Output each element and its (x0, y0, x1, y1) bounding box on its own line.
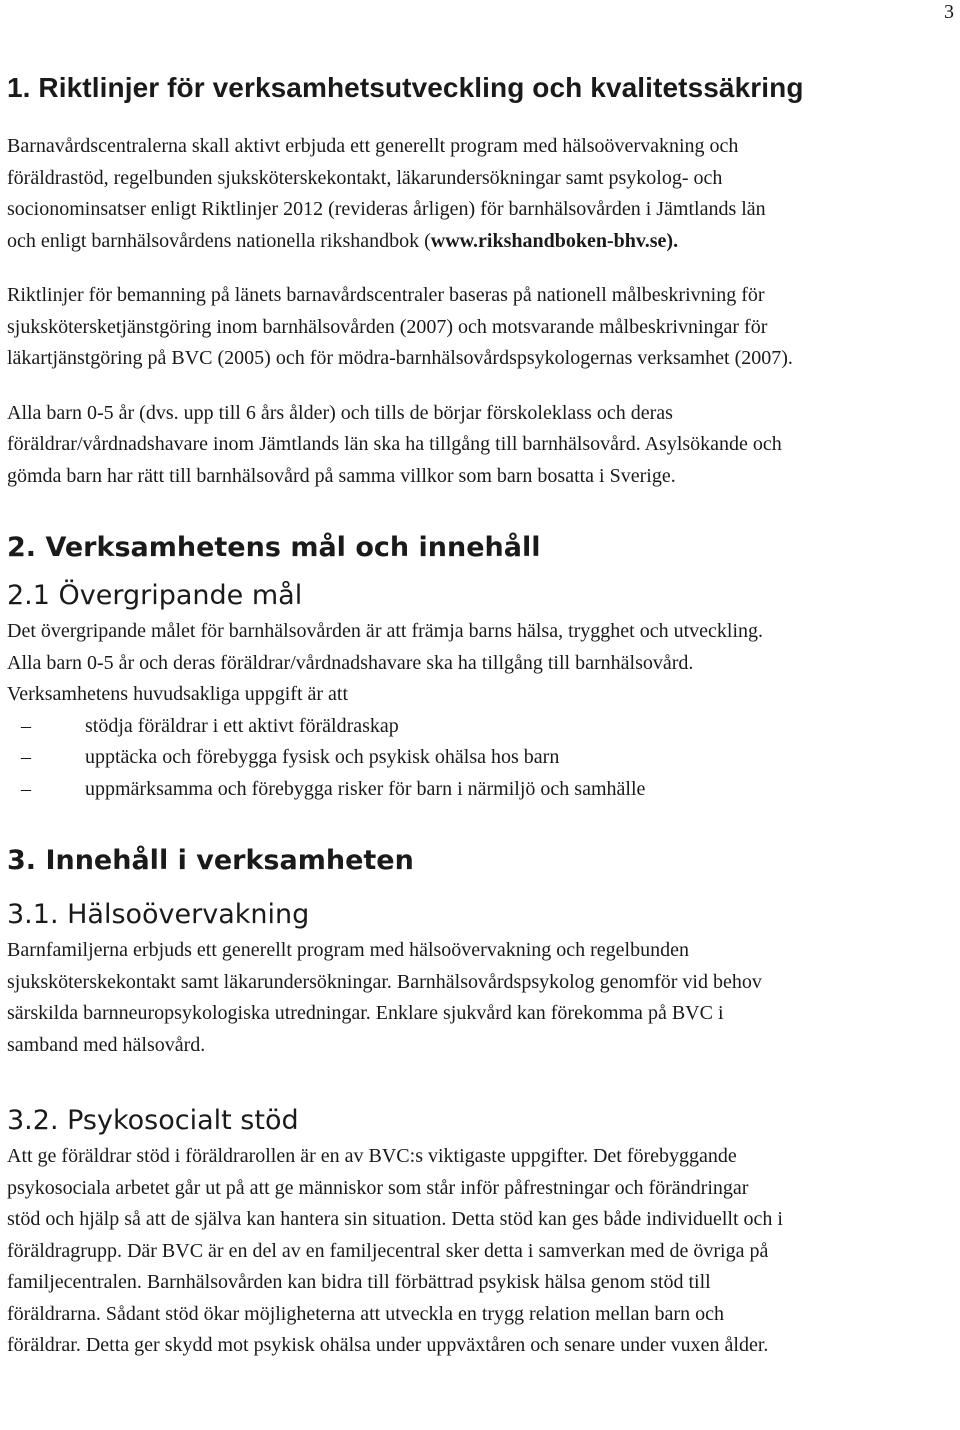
text-line: familjecentralen. Barnhälsovården kan bidra till förbättrad psykisk hälsa genom stöd till (7, 1271, 711, 1293)
text-line: psykosociala arbetet går ut på att ge människor som står inför påfrestningar och förändringar (7, 1176, 749, 1199)
list-item (7, 711, 957, 743)
section-3-1-body (7, 935, 957, 1061)
text-line: Barnavårdscentralerna skall aktivt erbjuda ett generellt program med hälsoövervakning och (7, 135, 739, 157)
goal-list (7, 711, 957, 806)
text-line: Verksamhetens huvudsakliga uppgift är att (7, 683, 349, 705)
document-body (7, 68, 957, 1362)
text-line: samband med hälsovård. (7, 1033, 206, 1056)
text-line: stöd och hjälp så att de själva kan hantera sin situation. Detta stöd kan ges både individuellt och i (7, 1208, 783, 1230)
section-1-heading: 1. Riktlinjer för verksamhetsutveckling och kvalitetssäkring (7, 72, 804, 103)
text-line: sjukskötersketjänstgöring inom barnhälsovården (2007) och motsvarande målbeskrivningar för (7, 315, 768, 338)
section-1-paragraph-2 (7, 280, 957, 375)
list-item-text: upptäcka och förebygga fysisk och psykisk ohälsa hos barn (85, 746, 560, 768)
text-line (7, 226, 957, 258)
section-3-heading: 3. Innehåll i verksamheten (7, 845, 414, 876)
handbook-link[interactable]: www.rikshandboken-bhv.se). (430, 229, 679, 252)
text-line: sjuksköterskekontakt samt läkarundersökningar. Barnhälsovårdspsykolog genomför vid behov (7, 970, 762, 993)
text-line: föräldragrupp. Där BVC är en del av en familjecentral sker detta i samverkan med de övriga på (7, 1239, 769, 1262)
dash-bullet: – (21, 746, 31, 768)
text-span: och enligt barnhälsovårdens nationella rikshandbok ( (7, 229, 431, 252)
page-number: 3 (944, 1, 954, 23)
section-2-1-body (7, 616, 957, 805)
text-line: Alla barn 0-5 år och deras föräldrar/vårdnadshavare ska ha tillgång till barnhälsovård. (7, 651, 694, 674)
text-line: gömda barn har rätt till barnhälsovård på samma villkor som barn bosatta i Sverige. (7, 464, 676, 487)
section-2-1-heading: 2.1 Övergripande mål (7, 580, 303, 611)
section-2-heading: 2. Verksamhetens mål och innehåll (7, 532, 541, 563)
section-1-paragraph-1 (7, 131, 957, 257)
list-item (7, 742, 957, 774)
text-line: Riktlinjer för bemanning på länets barnavårdscentraler baseras på nationell målbeskrivning för (7, 284, 765, 306)
dash-bullet: – (21, 714, 31, 737)
text-line: Att ge föräldrar stöd i föräldrarollen är en av BVC:s viktigaste uppgifter. Det förebyggande (7, 1145, 737, 1167)
text-line: föräldrar. Detta ger skydd mot psykisk ohälsa under uppväxtåren och senare under vuxen ålder. (7, 1334, 769, 1356)
list-item-text: uppmärksamma och förebygga risker för barn i närmiljö och samhälle (85, 777, 646, 800)
text-line: Alla barn 0-5 år (dvs. upp till 6 års ålder) och tills de börjar förskoleklass och deras (7, 401, 673, 424)
section-3-2-body (7, 1141, 957, 1362)
text-line: Barnfamiljerna erbjuds ett generellt program med hälsoövervakning och regelbunden (7, 939, 689, 961)
list-item-text: stödja föräldrar i ett aktivt föräldraskap (85, 714, 399, 737)
section-1-paragraph-3 (7, 398, 957, 493)
text-line: föräldrar/vårdnadshavare inom Jämtlands län ska ha tillgång till barnhälsovård. Asylsökande och (7, 433, 782, 455)
section-3-2-heading: 3.2. Psykosocialt stöd (7, 1105, 299, 1136)
dash-bullet: – (21, 777, 31, 800)
section-3-1-heading: 3.1. Hälsoövervakning (7, 899, 310, 930)
list-item (7, 774, 957, 806)
text-line: föräldrastöd, regelbunden sjuksköterskekontakt, läkarundersökningar samt psykolog- och (7, 166, 723, 189)
text-line: socionominsatser enligt Riktlinjer 2012 (revideras årligen) för barnhälsovården i Jämtlands län (7, 198, 766, 220)
text-line: Det övergripande målet för barnhälsovården är att främja barns hälsa, trygghet och utveckling. (7, 620, 764, 642)
text-line: föräldrarna. Sådant stöd ökar möjligheterna att utveckla en trygg relation mellan barn och (7, 1302, 724, 1325)
text-line: läkartjänstgöring på BVC (2005) och för mödra-barnhälsovårdspsykologernas verksamhet (2007). (7, 347, 793, 369)
text-line: särskilda barnneuropsykologiska utredningar. Enklare sjukvård kan förekomma på BVC i (7, 1002, 724, 1024)
